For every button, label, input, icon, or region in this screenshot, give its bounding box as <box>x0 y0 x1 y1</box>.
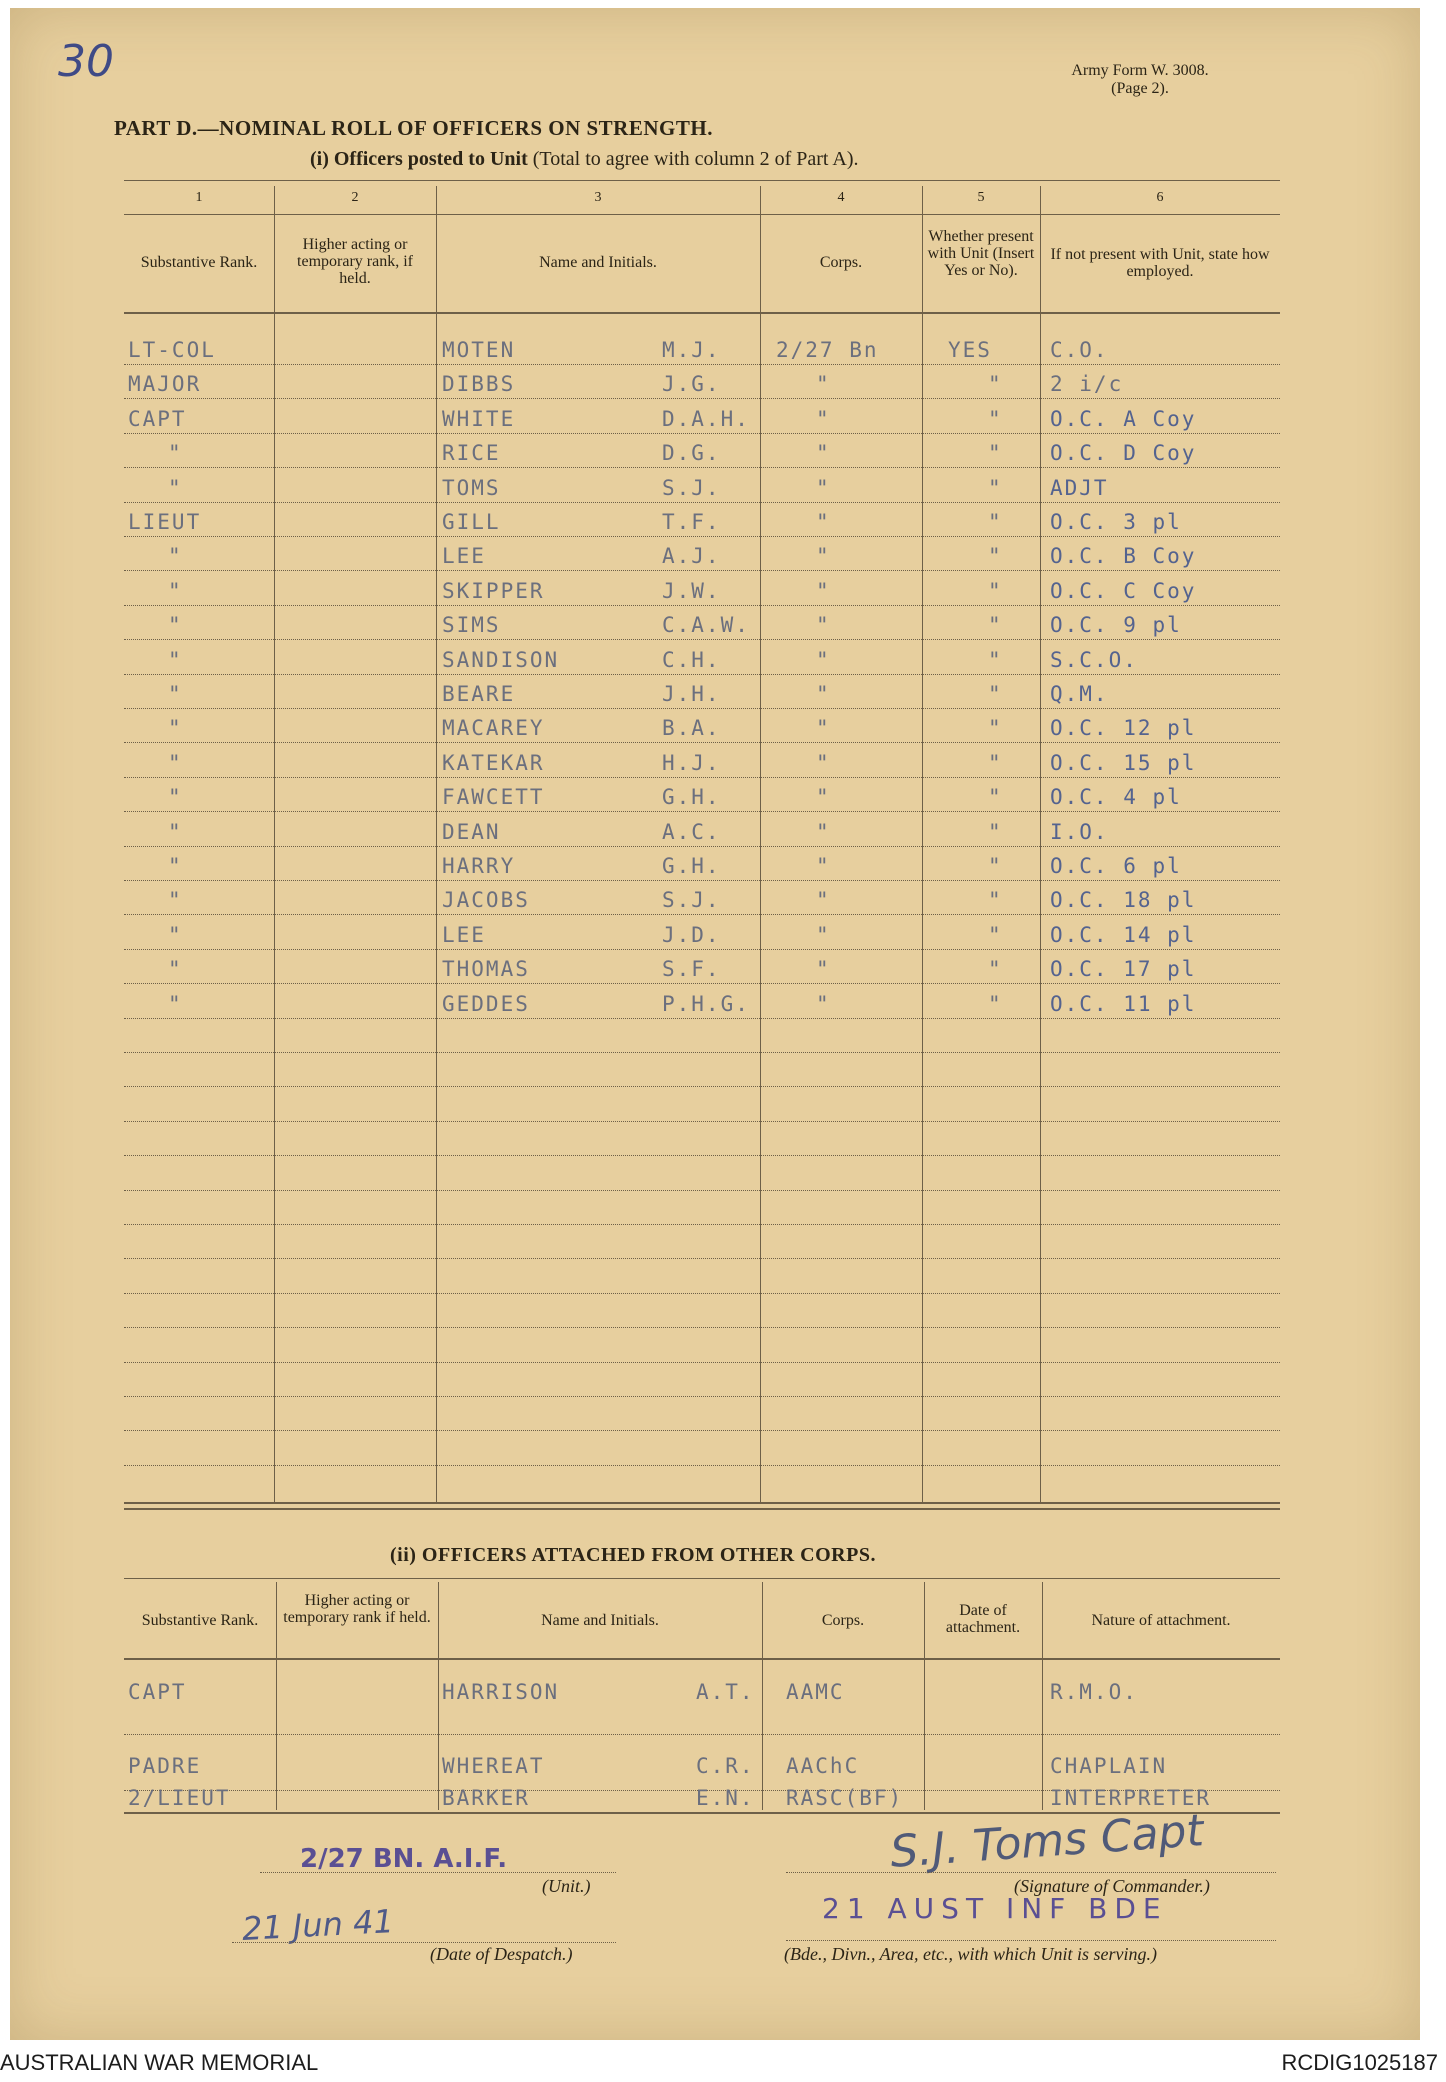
cell-initials: A.T. <box>696 1680 755 1704</box>
cell-employed: O.C. 11 pl <box>1050 991 1197 1016</box>
table-row <box>10 510 1420 540</box>
cell-initials: J.H. <box>662 682 721 706</box>
form-ref-line2: (Page 2). <box>1111 80 1169 97</box>
cell-name: TOMS <box>442 475 501 500</box>
header-corps: Corps. <box>819 254 863 271</box>
ruled-line <box>124 1396 1280 1397</box>
cell-name: THOMAS <box>442 957 530 982</box>
cell-name: SANDISON <box>442 647 560 672</box>
cell-present: " <box>988 578 1003 603</box>
cell-initials: S.F. <box>662 957 721 982</box>
table-row <box>10 854 1420 884</box>
part-title: PART D.—NOMINAL ROLL OF OFFICERS ON STRENGTH. <box>114 116 713 140</box>
colnum-line <box>124 214 1280 215</box>
section-ii-title: (ii) OFFICERS ATTACHED FROM OTHER CORPS. <box>390 1544 876 1566</box>
cell-initials: M.J. <box>662 338 721 362</box>
table-row <box>10 888 1420 918</box>
ruled-line <box>124 1224 1280 1225</box>
colnum-2: 2 <box>351 190 359 205</box>
cell-rank: " <box>168 716 183 741</box>
cell-present: " <box>988 991 1003 1016</box>
cell-rank: " <box>168 888 183 913</box>
cell-corps: " <box>816 922 831 947</box>
cell-initials: J.W. <box>662 578 721 603</box>
cell-rank: LT-COL <box>128 338 216 362</box>
cell-rank: CAPT <box>128 406 187 431</box>
cell-rank: 2/LIEUT <box>128 1786 231 1810</box>
date-line <box>232 1942 616 1943</box>
cell-corps: 2/27 Bn <box>776 338 879 362</box>
cell-nature: CHAPLAIN <box>1050 1754 1168 1778</box>
cell-rank: " <box>168 819 183 844</box>
cell-initials: T.F. <box>662 510 721 534</box>
signature-label: (Signature of Commander.) <box>1014 1876 1210 1896</box>
cell-employed: O.C. 4 pl <box>1050 785 1182 810</box>
brigade-label: (Bde., Divn., Area, etc., with which Unit is serving.) <box>784 1944 1157 1964</box>
cell-initials: B.A. <box>662 716 721 741</box>
cell-rank: " <box>168 785 183 810</box>
cell-present: " <box>988 647 1003 672</box>
table-row <box>10 682 1420 712</box>
header-present: Whether present with Unit (Insert Yes or No). <box>927 228 1035 279</box>
cell-name: SKIPPER <box>442 578 545 603</box>
cell-employed: O.C. 6 pl <box>1050 854 1182 878</box>
cell-nature: R.M.O. <box>1050 1680 1138 1704</box>
page-number: 30 <box>58 36 114 87</box>
colnum-4: 4 <box>837 190 845 205</box>
date-label: (Date of Despatch.) <box>430 1944 573 1964</box>
header-rank: Substantive Rank. <box>140 254 258 271</box>
cell-present: " <box>988 750 1003 775</box>
cell-name: SIMS <box>442 613 501 638</box>
cell-name: HARRY <box>442 854 516 878</box>
footer-archive-name: AUSTRALIAN WAR MEMORIAL <box>0 2050 319 2075</box>
cell-initials: J.D. <box>662 922 721 947</box>
cell-employed: I.O. <box>1050 819 1109 844</box>
cell-corps: " <box>816 578 831 603</box>
cell-name: DEAN <box>442 819 501 844</box>
cell-initials: C.A.W. <box>662 613 750 638</box>
cell-initials: G.H. <box>662 854 721 878</box>
cell-present: YES <box>948 338 992 362</box>
section-i-bottom-rule <box>124 1502 1280 1504</box>
cell-initials: G.H. <box>662 785 721 810</box>
cell-corps: " <box>816 647 831 672</box>
cell-initials: J.G. <box>662 372 721 397</box>
cell-corps: " <box>816 544 831 569</box>
cell-present: " <box>988 854 1003 878</box>
cell-rank: PADRE <box>128 1754 202 1778</box>
cell-present: " <box>988 613 1003 638</box>
cell-initials: D.A.H. <box>662 406 750 431</box>
cell-name: FAWCETT <box>442 785 545 810</box>
table-row <box>10 957 1420 987</box>
cell-rank: " <box>168 991 183 1016</box>
brigade-stamp: 21 AUST INF BDE <box>822 1892 1168 1925</box>
cell-name: WHEREAT <box>442 1754 545 1778</box>
table-row <box>10 923 1420 953</box>
cell-initials: S.J. <box>662 888 721 913</box>
section-i-title-bold: (i) Officers posted to Unit <box>310 148 528 170</box>
cell-rank: " <box>168 750 183 775</box>
brigade-line <box>786 1940 1276 1941</box>
cell-name: GILL <box>442 510 501 534</box>
cell-present: " <box>988 682 1003 706</box>
cell-present: " <box>988 510 1003 534</box>
cell-rank: " <box>168 647 183 672</box>
table-row <box>10 751 1420 781</box>
cell-corps: " <box>816 372 831 397</box>
cell-name: GEDDES <box>442 991 530 1016</box>
cell-rank: LIEUT <box>128 510 202 534</box>
header-name: Name and Initials. <box>539 254 657 271</box>
cell-employed: O.C. 3 pl <box>1050 510 1182 534</box>
cell-corps: " <box>816 441 831 466</box>
sec2-header-nature: Nature of attachment. <box>1091 1612 1231 1629</box>
ruled-line <box>124 1052 1280 1053</box>
ruled-line <box>124 1293 1280 1294</box>
table-row <box>10 579 1420 609</box>
signature: S.J. Toms Capt <box>888 1805 1206 1878</box>
section-i-title <box>310 148 858 171</box>
unit-stamp: 2/27 BN. A.I.F. <box>300 1844 508 1874</box>
table-row <box>10 441 1420 471</box>
section-ii-header-line <box>124 1658 1280 1660</box>
cell-name: LEE <box>442 922 486 947</box>
cell-employed: S.C.O. <box>1050 647 1138 672</box>
cell-name: LEE <box>442 544 486 569</box>
cell-corps: " <box>816 716 831 741</box>
ruled-line <box>124 1465 1280 1466</box>
cell-corps: " <box>816 888 831 913</box>
archive-footer <box>0 2046 1446 2082</box>
ruled-line <box>124 1430 1280 1431</box>
cell-employed: 2 i/c <box>1050 372 1124 397</box>
cell-employed: O.C. D Coy <box>1050 441 1197 466</box>
cell-employed: O.C. 18 pl <box>1050 888 1197 913</box>
unit-line <box>260 1872 616 1873</box>
section-i-title-rest: (Total to agree with column 2 of Part A). <box>532 148 859 170</box>
header-higher-rank: Higher acting or temporary rank, if held. <box>297 236 413 287</box>
cell-corps: " <box>816 613 831 638</box>
colnum-3: 3 <box>594 190 602 205</box>
cell-corps: RASC(BF) <box>786 1786 904 1810</box>
cell-initials: H.J. <box>662 750 721 775</box>
cell-name: KATEKAR <box>442 750 545 775</box>
form-sheet <box>10 8 1420 2040</box>
table-row <box>10 648 1420 678</box>
form-ref-line1: Army Form W. 3008. <box>1071 62 1209 79</box>
cell-initials: S.J. <box>662 475 721 500</box>
cell-present: " <box>988 819 1003 844</box>
ruled-line <box>124 1155 1280 1156</box>
cell-present: " <box>988 922 1003 947</box>
table-row <box>10 716 1420 746</box>
cell-initials: C.H. <box>662 647 721 672</box>
cell-initials: A.J. <box>662 544 721 569</box>
cell-rank: " <box>168 475 183 500</box>
ruled-line <box>124 1362 1280 1363</box>
cell-name: MACAREY <box>442 716 545 741</box>
cell-initials: P.H.G. <box>662 991 750 1016</box>
ruled-line <box>124 1258 1280 1259</box>
cell-name: BARKER <box>442 1786 530 1810</box>
cell-present: " <box>988 785 1003 810</box>
table-row <box>10 338 1420 368</box>
table-row <box>10 1754 1420 1784</box>
cell-employed: O.C. 9 pl <box>1050 613 1182 638</box>
cell-present: " <box>988 475 1003 500</box>
ruled-line <box>124 1086 1280 1087</box>
sec2-header-name: Name and Initials. <box>541 1612 659 1629</box>
unit-label: (Unit.) <box>542 1876 591 1896</box>
cell-employed: O.C. A Coy <box>1050 406 1197 431</box>
cell-corps: " <box>816 819 831 844</box>
cell-corps: " <box>816 475 831 500</box>
cell-rank: CAPT <box>128 1680 187 1704</box>
cell-corps: AAMC <box>786 1680 845 1704</box>
cell-corps: AAChC <box>786 1754 860 1778</box>
ruled-line <box>124 1190 1280 1191</box>
date-of-despatch: 21 Jun 41 <box>241 1902 395 1948</box>
cell-corps: " <box>816 957 831 982</box>
cell-rank: " <box>168 682 183 706</box>
header-bottom-line <box>124 312 1280 314</box>
cell-present: " <box>988 888 1003 913</box>
ruled-line <box>124 1734 1280 1735</box>
table-row <box>10 992 1420 1022</box>
cell-rank: " <box>168 957 183 982</box>
table-row <box>10 1680 1420 1710</box>
cell-initials: C.R. <box>696 1754 755 1778</box>
cell-name: BEARE <box>442 682 516 706</box>
cell-employed: O.C. 12 pl <box>1050 716 1197 741</box>
cell-initials: E.N. <box>696 1786 755 1810</box>
cell-corps: " <box>816 510 831 534</box>
cell-employed: O.C. 15 pl <box>1050 750 1197 775</box>
colnum-5: 5 <box>977 190 985 205</box>
section-i-bottom-rule-2 <box>124 1508 1280 1510</box>
cell-rank: " <box>168 441 183 466</box>
cell-corps: " <box>816 682 831 706</box>
header-employed: If not present with Unit, state how employed. <box>1050 246 1270 280</box>
cell-present: " <box>988 716 1003 741</box>
cell-corps: " <box>816 750 831 775</box>
cell-present: " <box>988 544 1003 569</box>
cell-name: HARRISON <box>442 1680 560 1704</box>
cell-name: DIBBS <box>442 372 516 397</box>
colnum-1: 1 <box>195 190 203 205</box>
table-row <box>10 544 1420 574</box>
table-row <box>10 372 1420 402</box>
cell-rank: " <box>168 922 183 947</box>
sec2-header-rank: Substantive Rank. <box>141 1612 259 1629</box>
cell-present: " <box>988 957 1003 982</box>
colnum-6: 6 <box>1156 190 1164 205</box>
table-row <box>10 785 1420 815</box>
ruled-line <box>124 1327 1280 1328</box>
cell-rank: " <box>168 544 183 569</box>
cell-corps: " <box>816 406 831 431</box>
cell-rank: MAJOR <box>128 372 202 397</box>
table-row <box>10 1786 1420 1816</box>
ruled-line <box>124 1121 1280 1122</box>
table-row <box>10 476 1420 506</box>
cell-employed: O.C. 17 pl <box>1050 957 1197 982</box>
cell-rank: " <box>168 613 183 638</box>
cell-present: " <box>988 406 1003 431</box>
cell-corps: " <box>816 785 831 810</box>
sec2-header-date: Date of attachment. <box>945 1602 1021 1636</box>
sec2-header-higher-rank: Higher acting or temporary rank if held. <box>283 1592 431 1626</box>
cell-name: RICE <box>442 441 501 466</box>
form-reference <box>1050 62 1230 98</box>
cell-corps: " <box>816 854 831 878</box>
cell-corps: " <box>816 991 831 1016</box>
cell-present: " <box>988 441 1003 466</box>
cell-employed: O.C. 14 pl <box>1050 922 1197 947</box>
signature-line <box>786 1872 1276 1873</box>
cell-nature: INTERPRETER <box>1050 1786 1212 1810</box>
footer-record-id: RCDIG1025187 <box>1281 2050 1438 2075</box>
table-row <box>10 407 1420 437</box>
cell-initials: D.G. <box>662 441 721 466</box>
sec2-header-corps: Corps. <box>821 1612 865 1629</box>
cell-name: MOTEN <box>442 338 516 362</box>
cell-name: JACOBS <box>442 888 530 913</box>
table-row <box>10 820 1420 850</box>
cell-initials: A.C. <box>662 819 721 844</box>
cell-employed: O.C. C Coy <box>1050 578 1197 603</box>
cell-employed: Q.M. <box>1050 682 1109 706</box>
cell-present: " <box>988 372 1003 397</box>
section-ii-top-line <box>124 1578 1280 1579</box>
cell-employed: C.O. <box>1050 338 1109 362</box>
cell-rank: " <box>168 854 183 878</box>
table-top-line <box>124 180 1280 181</box>
table-row <box>10 613 1420 643</box>
cell-employed: ADJT <box>1050 475 1109 500</box>
cell-employed: O.C. B Coy <box>1050 544 1197 569</box>
cell-name: WHITE <box>442 406 516 431</box>
cell-rank: " <box>168 578 183 603</box>
